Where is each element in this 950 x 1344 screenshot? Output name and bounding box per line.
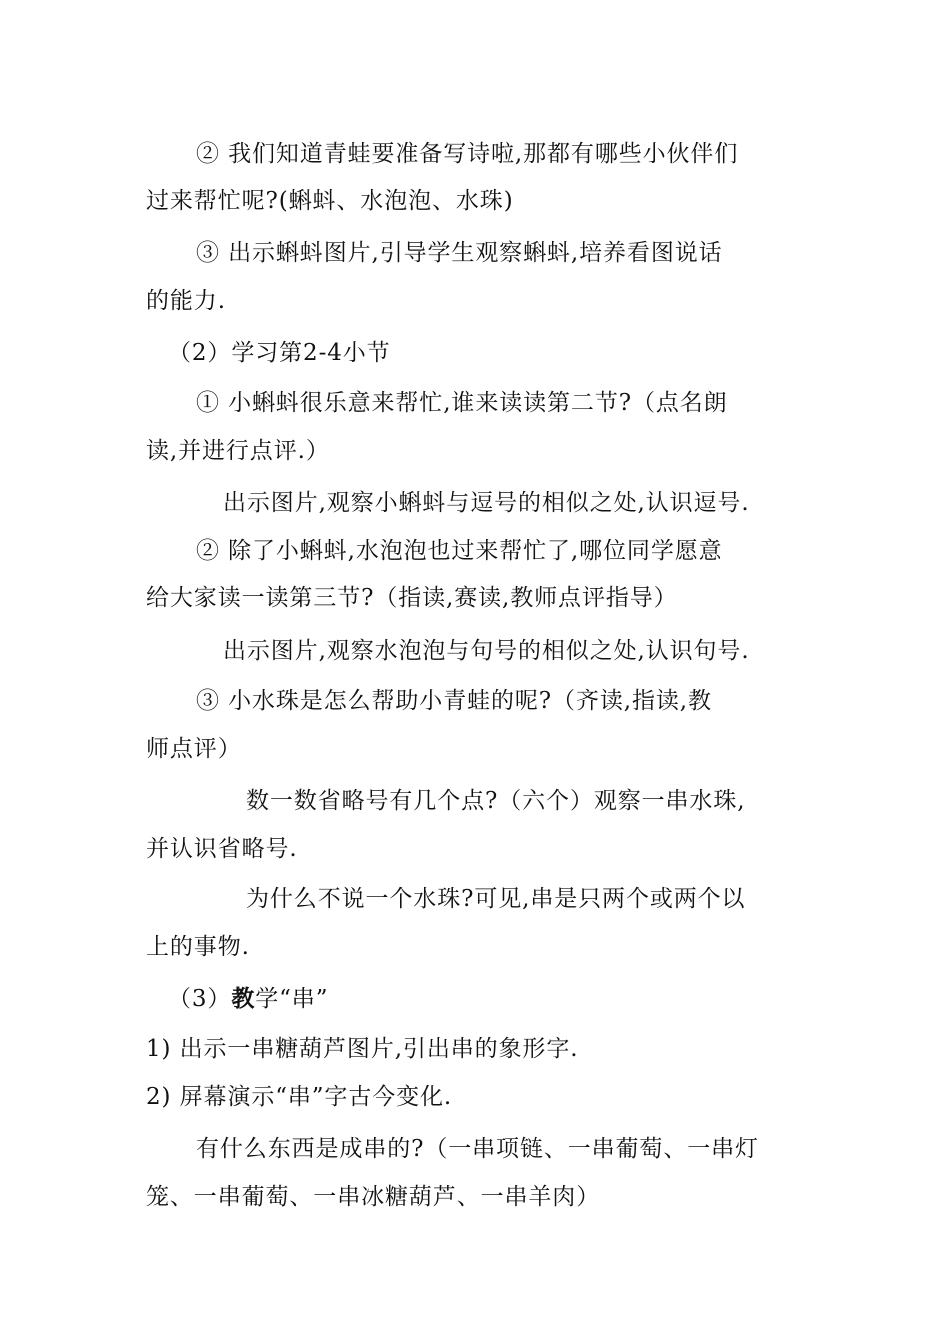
paragraph-line: 给大家读一读第三节?（指读,赛读,教师点评指导） [146, 585, 678, 611]
paragraph-line: 过来帮忙呢?(蝌蚪、水泡泡、水珠) [146, 188, 514, 214]
paragraph-line: 并认识省略号. [146, 836, 298, 862]
paragraph-line: 笼、一串葡萄、一串冰糖葫芦、一串羊肉） [146, 1184, 601, 1210]
paragraph-line: 师点评） [146, 736, 242, 762]
paragraph-line: 读,并进行点评.） [146, 438, 330, 464]
paragraph-line: ② 我们知道青蛙要准备写诗啦,那都有哪些小伙伴们 [196, 141, 739, 167]
section-heading [168, 984, 838, 1014]
paragraph-line: 出示图片,观察小蝌蚪与逗号的相似之处,认识逗号. [223, 490, 750, 516]
list-item: 1) 出示一串糖葫芦图片,引出串的象形字. [146, 1036, 579, 1062]
paragraph-line: ① 小蝌蚪很乐意来帮忙,谁来读读第二节?（点名朗 [196, 390, 728, 416]
section-heading: （2）学习第2-4小节 [168, 340, 391, 366]
paragraph-line: 有什么东西是成串的?（一串项链、一串葡萄、一串灯 [196, 1136, 759, 1162]
paragraph-line: ② 除了小蝌蚪,水泡泡也过来帮忙了,哪位同学愿意 [196, 538, 723, 564]
paragraph-line: 数一数省略号有几个点?（六个）观察一串水珠, [246, 788, 746, 814]
paragraph-line: ③ 出示蝌蚪图片,引导学生观察蝌蚪,培养看图说话 [196, 240, 723, 266]
paragraph-line: 出示图片,观察水泡泡与句号的相似之处,认识句号. [223, 638, 750, 664]
paragraph-line: ③ 小水珠是怎么帮助小青蛙的呢?（齐读,指读,教 [196, 688, 712, 714]
list-item: 2) 屏幕演示“串”字古今变化. [146, 1084, 453, 1110]
paragraph-line: 为什么不说一个水珠?可见,串是只两个或两个以 [246, 886, 746, 912]
heading-prefix: （3） [168, 986, 232, 1012]
heading-suffix: 学“串” [255, 986, 329, 1012]
paragraph-line: 上的事物. [146, 934, 250, 960]
heading-bold-char: 教 [231, 986, 256, 1012]
paragraph-line: 的能力. [146, 288, 226, 314]
